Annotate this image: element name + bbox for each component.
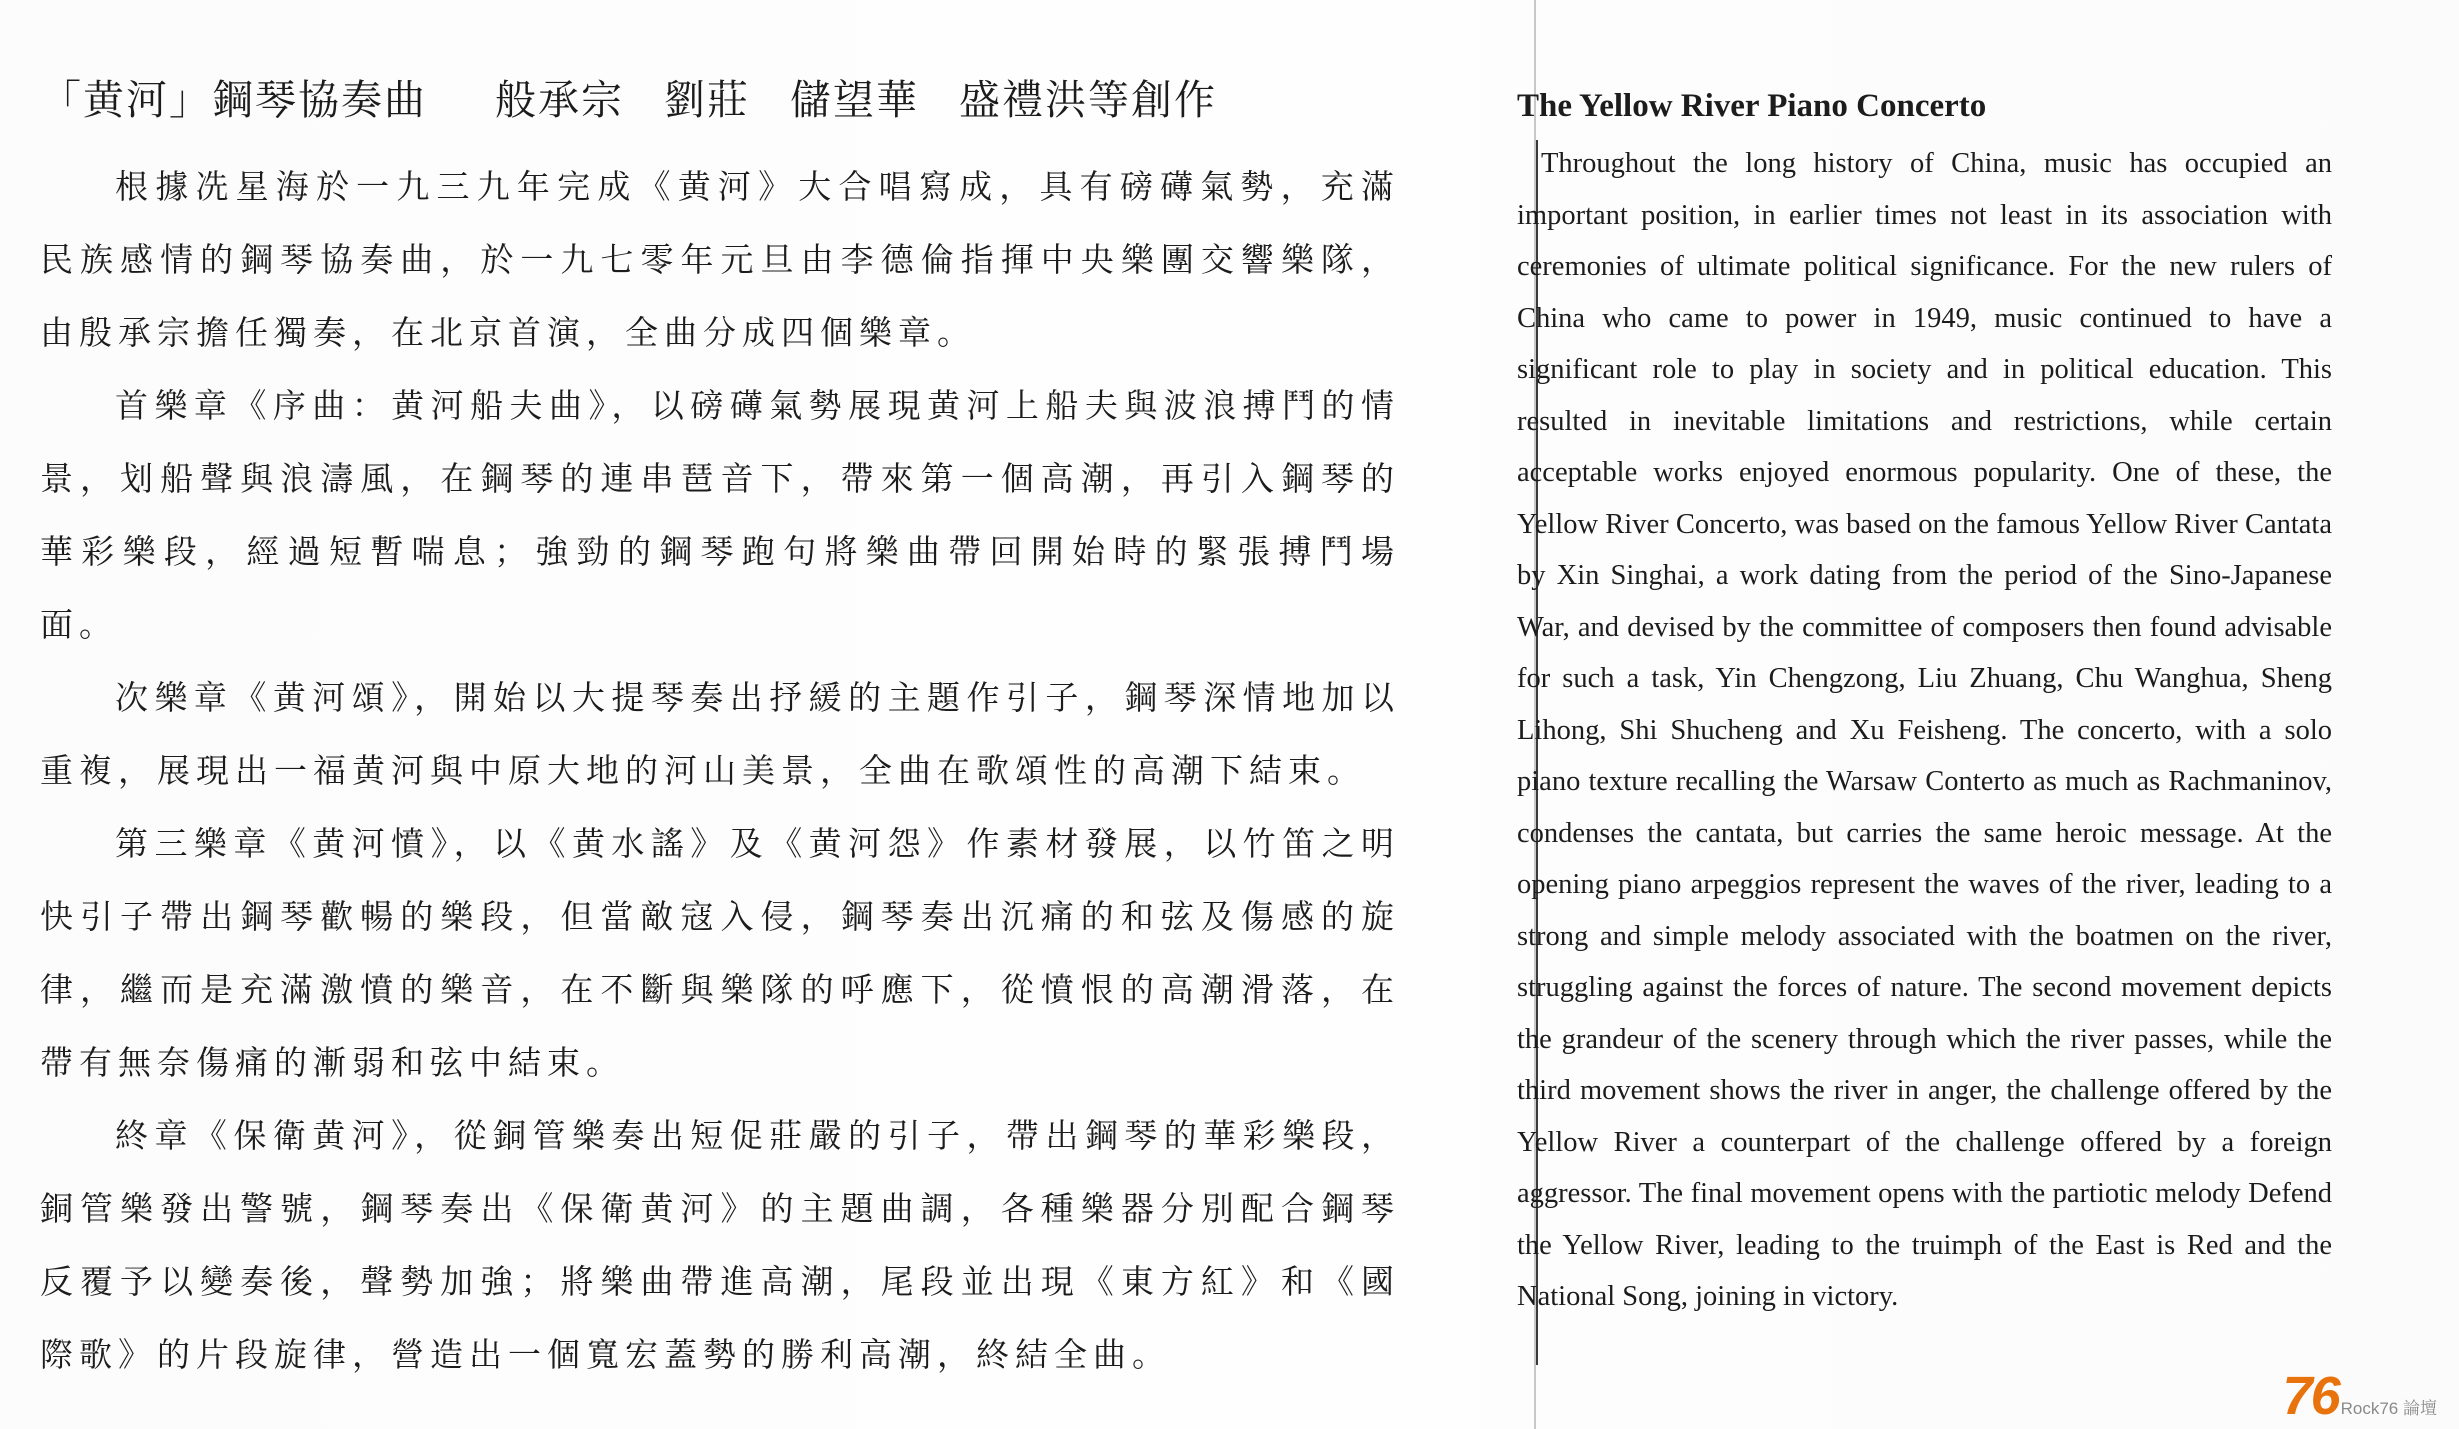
- composer-name: 儲望華: [790, 76, 919, 124]
- composer-name: 盛禮洪等創作: [959, 76, 1217, 124]
- chinese-paragraph-movement-3: 第三樂章《黄河憤》，以《黄水謠》及《黄河怨》作素材發展，以竹笛之明快引子帶出鋼琴歡暢的樂段，但當敵寇入侵，鋼琴奏出沉痛的和弦及傷感的旋律，繼而是充滿激憤的樂音，在不斷與樂隊的呼應下，從憤恨的高潮滑落，在帶有無奈傷痛的漸弱和弦中結束。: [40, 824, 1400, 1082]
- composer-name: 般承宗: [495, 76, 624, 124]
- watermark-text: Rock76 論壇: [2340, 1399, 2437, 1418]
- english-body: Throughout the long history of China, music has occupied an important position, in earlier times not least in its association with ceremonies of ultimate political significance. For the new rulers of China who came to power in 1949, music continued to have a significant role to play in society and in political education. This resulted in inevitable limitations and restrictions, while certain acceptable works enjoyed enormous popularity. One of these, the Yellow River Concerto, was based on the famous Yellow River Cantata by Xin Singhai, a work dating from the period of the Sino-Japanese War, and devised by the committee of composers then found advisable for such a task, Yin Chengzong, Liu Zhuang, Chu Wanghua, Sheng Lihong, Shi Shucheng and Xu Feisheng. The concerto, with a solo piano texture recalling the Warsaw Conterto as much as Rachmaninov, condenses the cantata, but carries the same heroic message. At the opening piano arpeggios represent the waves of the river, leading to a strong and simple melody associated with the boatmen on the river, struggling against the forces of nature. The second movement depicts the grandeur of the scenery through which the river passes, while the third movement shows the river in anger, the challenge offered by the Yellow River a counterpart of the challenge offered by a foreign aggressor. The final movement opens with the partiotic melody Defend the Yellow River, leading to the truimph of the East is Red and the National Song, joining in victory.: [1517, 148, 2332, 1312]
- english-title: The Yellow River Piano Concerto: [1517, 88, 1987, 124]
- chinese-column: [40, 70, 1400, 1391]
- chinese-paragraph-intro: 根據冼星海於一九三九年完成《黄河》大合唱寫成，具有磅礡氣勢，充滿民族感情的鋼琴協奏曲，於一九七零年元旦由李德倫指揮中央樂團交響樂隊，由殷承宗擔任獨奏，在北京首演，全曲分成四個樂章。: [40, 167, 1400, 352]
- chinese-paragraph-finale: 終章《保衛黄河》，從銅管樂奏出短促莊嚴的引子，帶出鋼琴的華彩樂段，銅管樂發出警號，鋼琴奏出《保衛黄河》的主題曲調，各種樂器分別配合鋼琴反覆予以變奏後，聲勢加強；將樂曲帶進高潮，尾段並出現《東方紅》和《國際歌》的片段旋律，營造出一個寬宏蓋勢的勝利高潮，終結全曲。: [40, 1116, 1400, 1374]
- composer-name: 劉莊: [664, 76, 750, 124]
- english-column: [1517, 84, 2332, 1323]
- chinese-paragraph-movement-1: 首樂章《序曲：黄河船夫曲》，以磅礡氣勢展現黄河上船夫與波浪搏鬥的情景，划船聲與浪濤風，在鋼琴的連串琶音下，帶來第一個高潮，再引入鋼琴的華彩樂段，經過短暫喘息；強勁的鋼琴跑句將樂曲帶回開始時的緊張搏鬥場面。: [40, 386, 1400, 644]
- watermark-logo: 76: [2282, 1366, 2339, 1426]
- chinese-title: 「黄河」鋼琴協奏曲: [40, 76, 427, 124]
- chinese-heading: [40, 70, 1400, 130]
- site-watermark: [2282, 1366, 2437, 1426]
- chinese-paragraph-movement-2: 次樂章《黄河頌》，開始以大提琴奏出抒緩的主題作引子，鋼琴深情地加以重複，展現出一福黄河與中原大地的河山美景，全曲在歌頌性的高潮下結束。: [40, 678, 1400, 790]
